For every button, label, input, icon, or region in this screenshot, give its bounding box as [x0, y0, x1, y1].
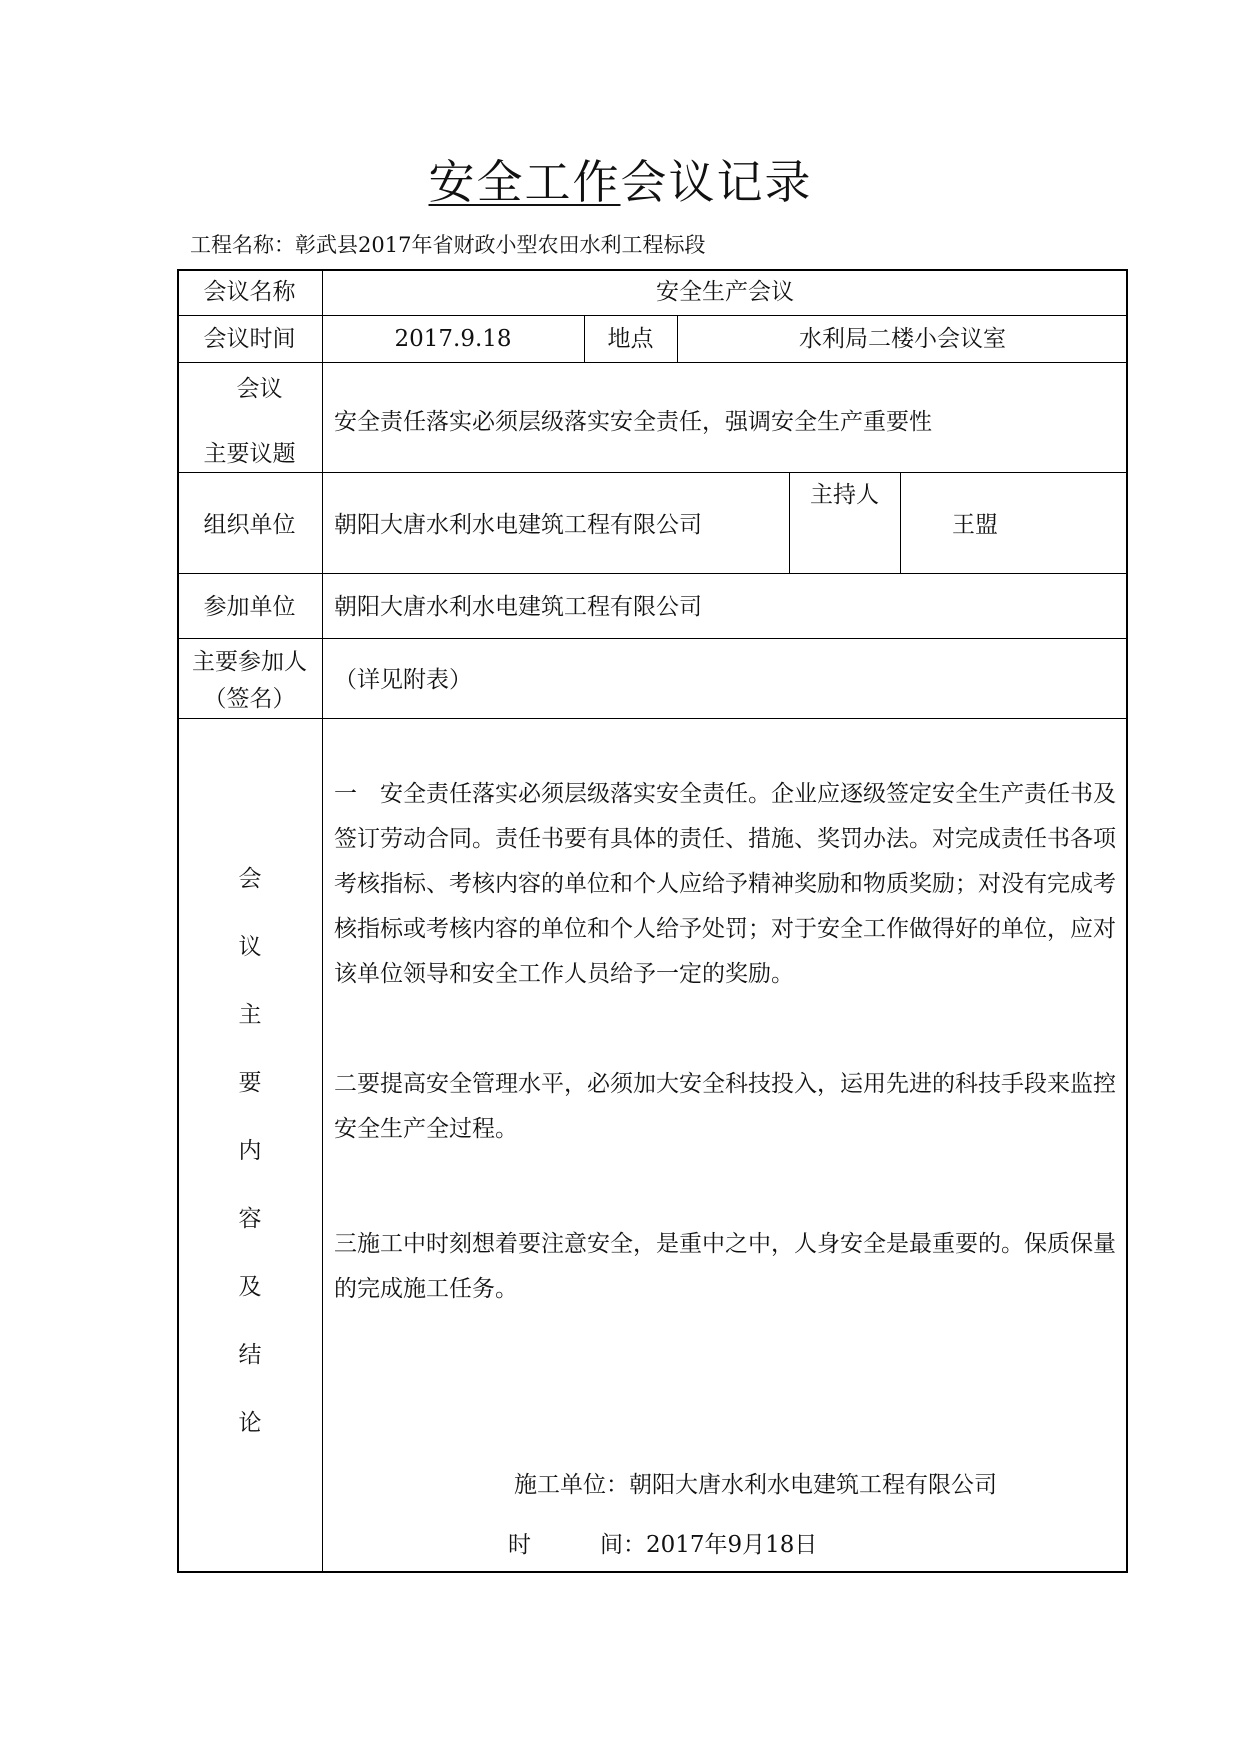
- value-topic: 安全责任落实必须层级落实安全责任，强调安全生产重要性: [334, 409, 932, 435]
- label-participants: 参加单位: [203, 594, 296, 620]
- value-meeting-name: 安全生产会议: [656, 279, 794, 305]
- vertical-char: 会: [238, 866, 262, 892]
- row-divider: [177, 718, 1128, 719]
- row-divider: [177, 362, 1128, 363]
- label-topic-line2: 主要议题: [203, 441, 296, 467]
- content-paragraph-2: 二要提高安全管理水平，必须加大安全科技投入，运用先进的科技手段来监控安全生产全过程。: [334, 1071, 1116, 1142]
- row-divider: [177, 315, 1128, 316]
- row-divider: [177, 573, 1128, 574]
- label-organizer: 组织单位: [203, 512, 296, 538]
- value-location: 水利局二楼小会议室: [799, 326, 1006, 352]
- value-attendees: （详见附表）: [334, 667, 472, 693]
- project-name: 工程名称：彰武县2017年省财政小型农田水利工程标段: [190, 233, 706, 257]
- vertical-char: 内: [238, 1138, 262, 1164]
- label-meeting-name: 会议名称: [203, 279, 296, 305]
- time-label: 时 间：: [508, 1532, 646, 1558]
- label-host: 主持人: [810, 482, 879, 508]
- vertical-char: 议: [238, 934, 262, 960]
- column-divider: [322, 269, 323, 1573]
- vertical-char: 及: [238, 1274, 262, 1300]
- value-participants: 朝阳大唐水利水电建筑工程有限公司: [334, 594, 702, 620]
- value-meeting-time: 2017.9.18: [394, 326, 512, 352]
- page-title: [0, 152, 1241, 212]
- label-topic-line1: 会议: [236, 376, 283, 402]
- label-meeting-time: 会议时间: [203, 326, 296, 352]
- content-paragraph-3: 三施工中时刻想着要注意安全，是重中之中，人身安全是最重要的。保质保量的完成施工任务。: [334, 1231, 1116, 1302]
- vertical-char: 主: [238, 1002, 262, 1028]
- vertical-char: 容: [238, 1206, 262, 1232]
- vertical-char: 论: [238, 1410, 262, 1436]
- label-content-vertical: [230, 845, 270, 1457]
- label-attendees-line1: 主要参加人: [192, 649, 307, 675]
- vertical-char: 要: [238, 1070, 262, 1096]
- content-paragraph-1: 一 安全责任落实必须层级落实安全责任。企业应逐级签定安全生产责任书及签订劳动合同。责任书要有具体的责任、措施、奖罚办法。对完成责任书各项考核指标、考核内容的单位和个人应给予精神奖励和物质奖励；对没有完成考核指标或考核内容的单位和个人给予处罚；对于安全工作做得好的单位，应对该单位领导和安全工作人员给予一定的奖励。: [334, 781, 1116, 987]
- time-value: 2017年9月18日: [646, 1532, 818, 1558]
- title-underlined: 安全工作: [428, 155, 621, 209]
- label-location: 地点: [607, 326, 654, 352]
- construction-unit: 施工单位：朝阳大唐水利水电建筑工程有限公司: [514, 1472, 997, 1498]
- vertical-char: 结: [238, 1342, 262, 1368]
- label-attendees-line2: （签名）: [203, 686, 296, 712]
- date-line: [508, 1528, 817, 1562]
- value-host: 王盟: [952, 512, 998, 538]
- title-rest: 会议记录: [620, 155, 813, 209]
- row-divider: [177, 472, 1128, 473]
- row-divider: [177, 638, 1128, 639]
- value-organizer: 朝阳大唐水利水电建筑工程有限公司: [334, 512, 702, 538]
